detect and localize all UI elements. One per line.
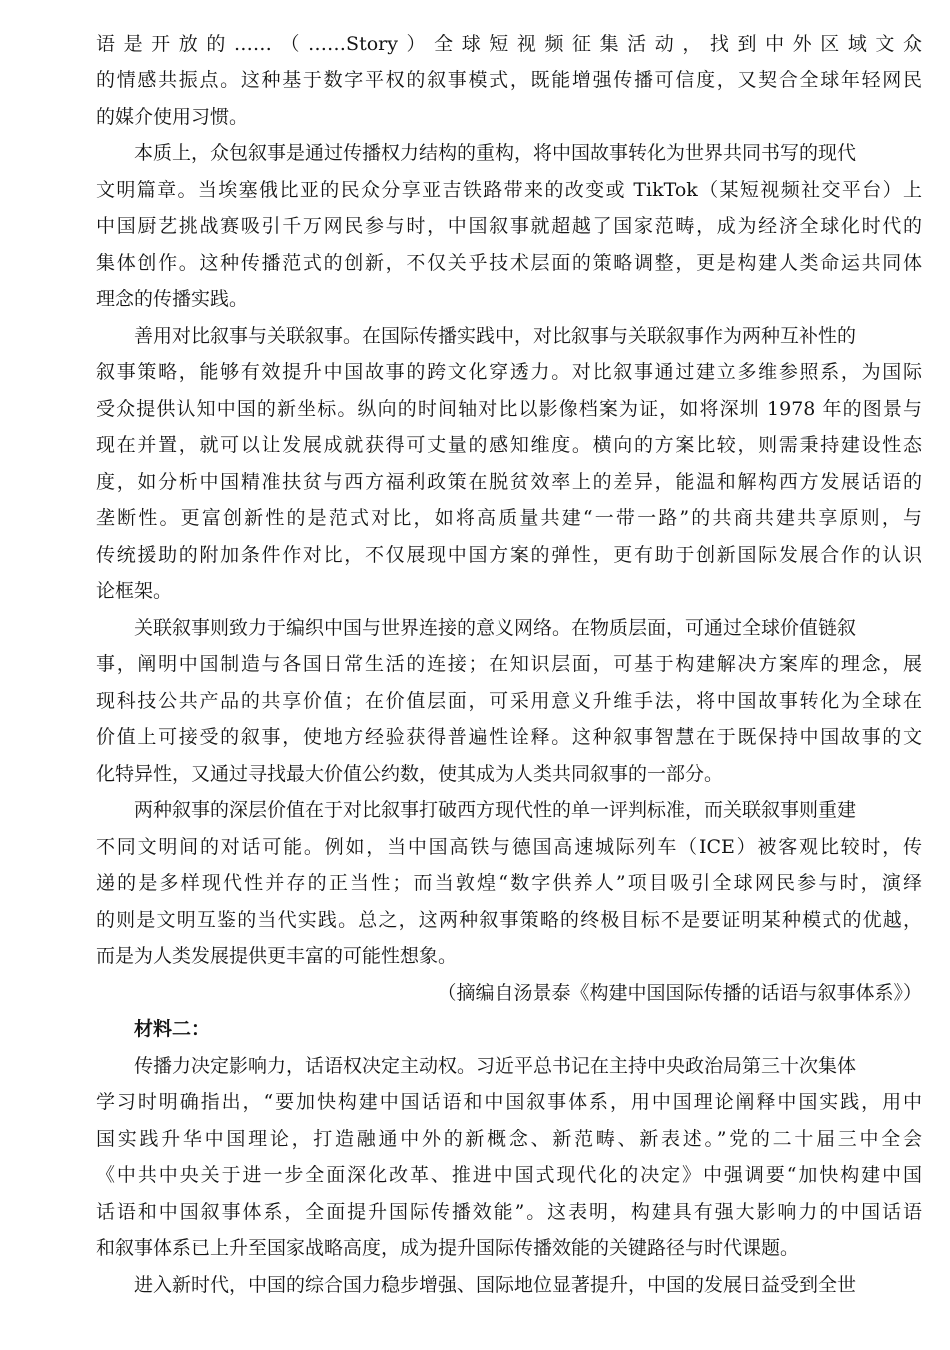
text-line: 的则是文明互鉴的当代实践。总之，这两种叙事策略的终极目标不是要证明某种模式的优越， <box>96 908 922 931</box>
text-line: 理念的传播实践。 <box>96 288 249 310</box>
text-line: 受众提供认知中国的新坐标。纵向的时间轴对比以影像档案为证，如将深圳 1978 年的图景与 <box>96 397 922 420</box>
text-line: 的情感共振点。这种基于数字平权的叙事模式，既能增强传播可信度，又契合全球年轻网民 <box>96 69 922 91</box>
text-line: 和叙事体系已上升至国家战略高度，成为提升国际传播效能的关键路径与时代课题。 <box>96 1237 800 1259</box>
text-line: 两种叙事的深层价值在于对比叙事打破西方现代性的单一评判标准，而关联叙事则重建 <box>134 799 857 821</box>
text-line: 现科技公共产品的共享价值；在价值层面，可采用意义升维手法，将中国故事转化为全球在 <box>96 689 922 712</box>
text-line: 递的是多样现代性并存的正当性；而当敦煌“数字供养人”项目吸引全球网民参与时，演绎 <box>96 872 922 894</box>
text-line: 话语和中国叙事体系，全面提升国际传播效能”。这表明，构建具有强大影响力的中国话语 <box>96 1200 922 1223</box>
text-line: 叙事策略，能够有效提升中国故事的跨文化穿透力。对比叙事通过建立多维参照系，为国际 <box>96 361 922 383</box>
text-line: 关联叙事则致力于编织中国与世界连接的意义网络。在物质层面，可通过全球价值链叙 <box>134 616 857 639</box>
text-line: 垄断性。更富创新性的是范式对比，如将高质量共建“一带一路”的共商共建共享原则，与 <box>96 507 922 529</box>
text-line: 度，如分析中国精准扶贫与西方福利政策在脱贫效率上的差异，能温和解构西方发展话语的 <box>96 470 922 493</box>
text-line: 文明篇章。当埃塞俄比亚的民众分享亚吉铁路带来的改变或 TikTok（某短视频社交平台）上 <box>96 178 922 201</box>
source-citation: （摘编自汤景泰《构建中国国际传播的话语与叙事体系》） <box>437 981 922 1004</box>
text-line: 价值上可接受的叙事，使地方经验获得普遍性诠释。这种叙事智慧在于既保持中国故事的文 <box>96 726 922 748</box>
text-line: 传统援助的附加条件作对比，不仅展现中国方案的弹性，更有助于创新国际发展合作的认识 <box>96 543 922 566</box>
text-line: 而是为人类发展提供更丰富的可能性想象。 <box>96 945 458 967</box>
text-line: 本质上，众包叙事是通过传播权力结构的重构，将中国故事转化为世界共同书写的现代 <box>134 142 857 164</box>
text-line: 传播力决定影响力，话语权决定主动权。习近平总书记在主持中央政治局第三十次集体 <box>134 1054 857 1077</box>
text-line: 不同文明间的对话可能。例如，当中国高铁与德国高速城际列车（ICE）被客观比较时，传 <box>96 835 922 858</box>
cropped-top-line <box>96 26 922 62</box>
text-line: 的媒介使用习惯。 <box>96 105 249 128</box>
text-line: 事，阐明中国制造与各国日常生活的连接；在知识层面，可基于构建解决方案库的理念，展 <box>96 653 922 675</box>
article-body <box>96 62 922 1303</box>
text-line: 化特异性，又通过寻找最大价值公约数，使其成为人类共同叙事的一部分。 <box>96 762 724 785</box>
text-line: 进入新时代，中国的综合国力稳步增强、国际地位显著提升，中国的发展日益受到全世 <box>134 1273 857 1296</box>
text-line: 论框架。 <box>96 580 173 602</box>
text-line: 现在并置，就可以让发展成就获得可丈量的感知维度。横向的方案比较，则需秉持建设性态 <box>96 434 922 456</box>
text-line: 集体创作。这种传播范式的创新，不仅关乎技术层面的策略调整，更是构建人类命运共同体 <box>96 251 922 274</box>
text-line: 中国厨艺挑战赛吸引千万网民参与时，中国叙事就超越了国家范畴，成为经济全球化时代的 <box>96 215 922 237</box>
text-line: 《中共中央关于进一步全面深化改革、推进中国式现代化的决定》中强调要“加快构建中国 <box>96 1164 922 1186</box>
text-line: 学习时明确指出，“要加快构建中国话语和中国叙事体系，用中国理论阐释中国实践，用中 <box>96 1091 922 1113</box>
section-heading: 材料二： <box>134 1018 211 1040</box>
text-line: 国实践升华中国理论，打造融通中外的新概念、新范畴、新表述。”党的二十届三中全会 <box>96 1127 922 1150</box>
text-line: 善用对比叙事与关联叙事。在国际传播实践中，对比叙事与关联叙事作为两种互补性的 <box>134 324 857 347</box>
text-line-partial: 语是开放的……（……Story）全球短视频征集活动，找到中外区域文众 <box>96 33 922 55</box>
